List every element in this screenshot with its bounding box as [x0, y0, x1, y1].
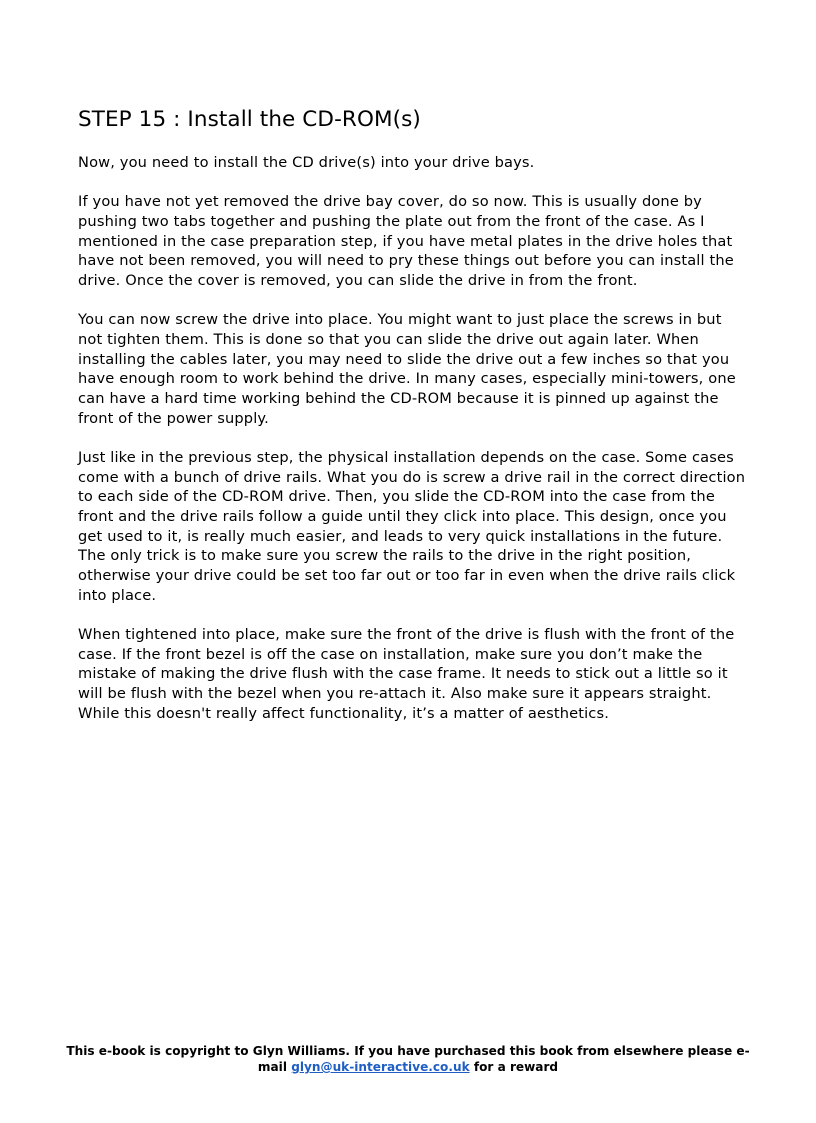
footer-copyright-text: This e-book is copyright to Glyn Williams. If you have purchased this book from elsewhere please e-mail [66, 1044, 750, 1074]
page-title: STEP 15 : Install the CD-ROM(s) [78, 107, 421, 132]
page-content [78, 106, 750, 743]
paragraph-flush-front: When tightened into place, make sure the front of the drive is flush with the front of the case. If the front bezel is off the case on installation, make sure you don’t make the mistake of making the drive flush with the case frame. It needs to stick out a little so it will be flush with the bezel when you re-attach it. Also make sure it appears straight. While this doesn't really affect functionality, it’s a matter of aesthetics. [78, 626, 735, 722]
paragraph-screw-drive: You can now screw the drive into place. You might want to just place the screws in but not tighten them. This is done so that you can slide the drive out again later. When installing the cables later, you may need to slide the drive out a few inches so that you have enough room to work behind the drive. In many cases, especially mini-towers, one can have a hard time working behind the CD-ROM because it is pinned up against the front of the power supply. [78, 311, 736, 427]
footer-email-link[interactable]: glyn@uk-interactive.co.uk [291, 1060, 470, 1074]
paragraph-drive-bay-cover: If you have not yet removed the drive bay cover, do so now. This is usually done by pushing two tabs together and pushing the plate out from the front of the case. As I mentioned in the case preparation step, if you have metal plates in the drive holes that have not been removed, you will need to pry these things out before you can install the drive. Once the cover is removed, you can slide the drive in from the front. [78, 193, 734, 290]
paragraph-drive-rails: Just like in the previous step, the physical installation depends on the case. Some cases come with a bunch of drive rails. What you do is screw a drive rail in the correct direction to each side of the CD-ROM drive. Then, you slide the CD-ROM into the case from the front and the drive rails follow a guide until they click into place. This design, once you get used to it, is really much easier, and leads to very quick installations in the future. The only trick is to make sure you screw the rails to the drive in the right position, otherwise your drive could be set too far out or too far in even when the drive rails click into place. [78, 448, 746, 604]
footer-reward-text: for a reward [469, 1060, 559, 1074]
paragraph-intro: Now, you need to install the CD drive(s) into your drive bays. [78, 154, 535, 171]
page-footer [60, 1043, 756, 1075]
